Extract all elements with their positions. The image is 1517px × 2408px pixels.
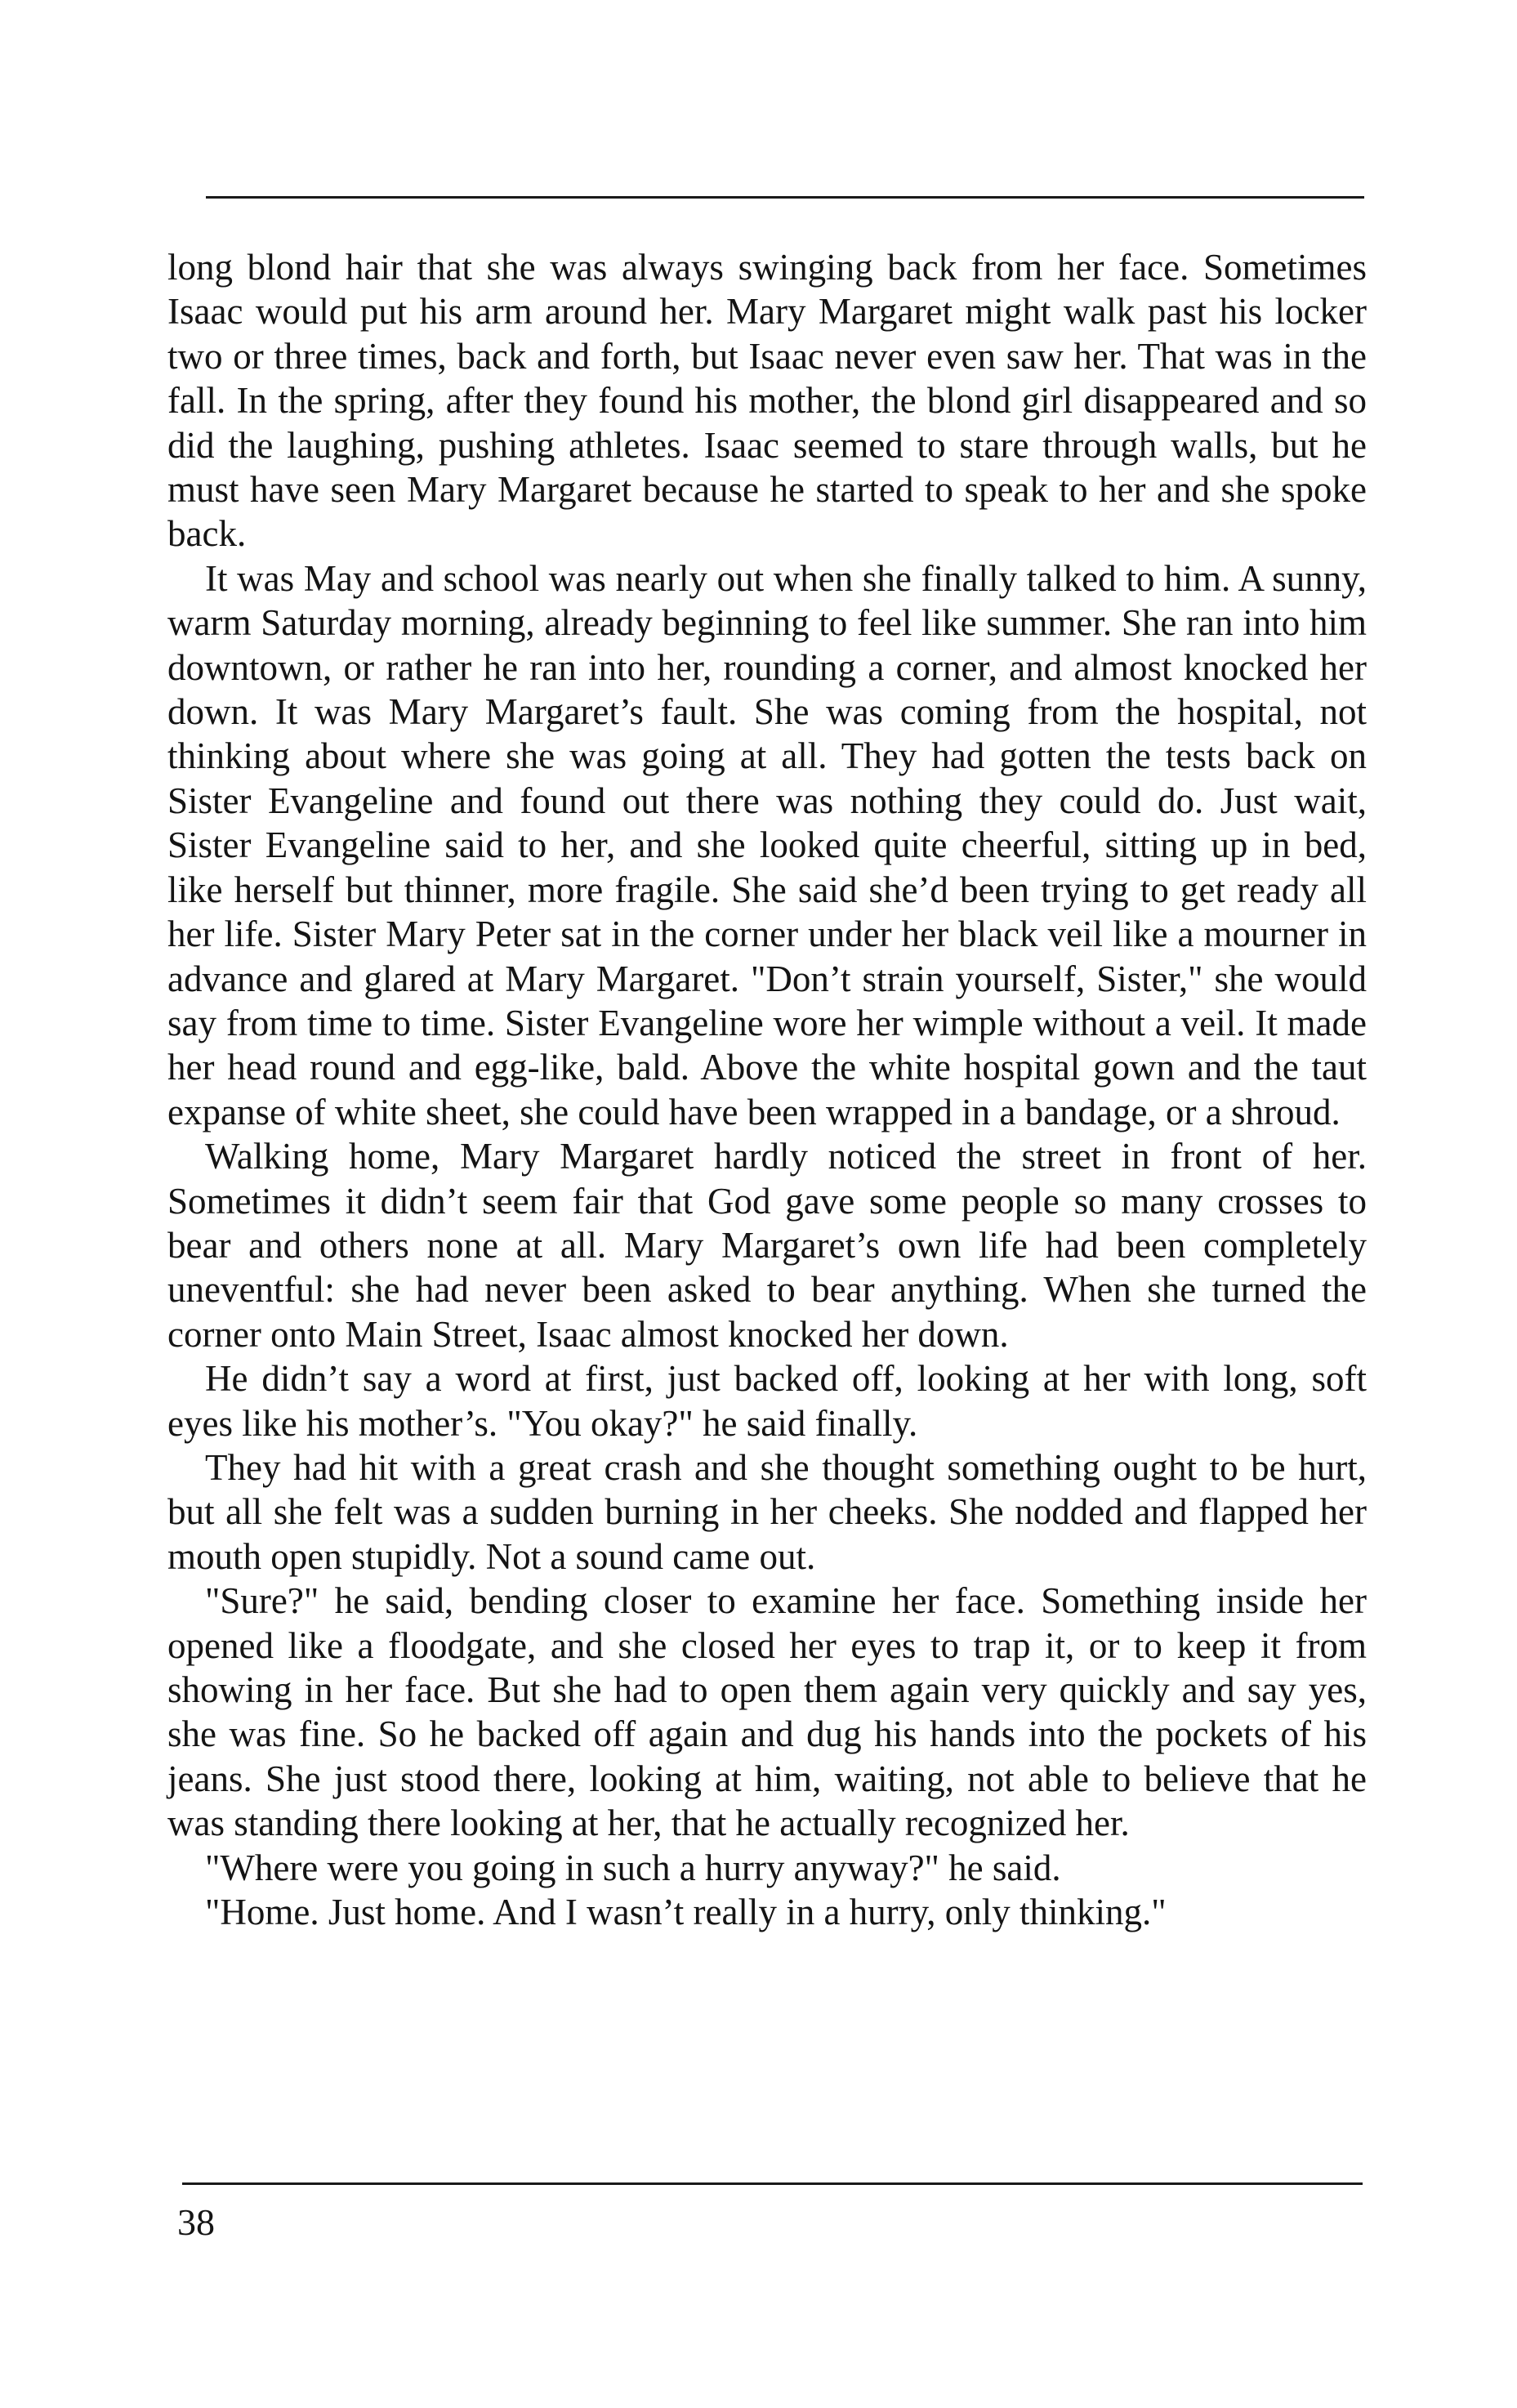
paragraph: Walking home, Mary Margaret hardly noticed the street in front of her. Sometimes it didn’t seem fair that God gave some people so many crosses to bear and others none at all. Mary Margaret’s own life had been completely uneventful: she had never been asked to bear anything. When she turned the corner onto Main Street, Isaac almost knocked her down. [167, 1136, 1367, 1355]
paragraph: "Home. Just home. And I wasn’t really in a hurry, only thinking." [205, 1892, 1167, 1933]
top-rule [206, 196, 1364, 199]
page-number: 38 [177, 2201, 215, 2243]
paragraph: "Where were you going in such a hurry anyway?" he said. [205, 1847, 1061, 1888]
body-text [167, 245, 1367, 1934]
paragraph: He didn’t say a word at first, just backed off, looking at her with long, soft eyes like his mother’s. "You okay?" he said finally. [167, 1358, 1367, 1444]
paragraph: They had hit with a great crash and she thought something ought to be hurt, but all she felt was a sudden burning in her cheeks. She nodded and flapped her mouth open stupidly. Not a sound came out. [167, 1446, 1367, 1577]
bottom-rule [182, 2182, 1363, 2185]
paragraph: "Sure?" he said, bending closer to examine her face. Something inside her opened like a floodgate, and she closed her eyes to trap it, or to keep it from showing in her face. But she had to open them again very quickly and say yes, she was fine. So he backed off again and dug his hands into the pockets of his jeans. She just stood there, looking at him, waiting, not able to believe that he was standing there looking at her, that he actually recognized her. [167, 1580, 1367, 1844]
paragraph-continued: long blond hair that she was always swinging back from her face. Sometimes Isaac would put his arm around her. Mary Margaret might walk past his locker two or three times, back and forth, but Isaac never even saw her. That was in the fall. In the spring, after they found his mother, the blond girl disappeared and so did the laughing, pushing athletes. Isaac seemed to stare through walls, but he must have seen Mary Margaret because he started to speak to her and she spoke back. [167, 247, 1367, 555]
paragraph: It was May and school was nearly out when she finally talked to him. A sunny, warm Saturday morning, already beginning to feel like summer. She ran into him downtown, or rather he ran into her, rounding a corner, and almost knocked her down. It was Mary Margaret’s fault. She was coming from the hospital, not thinking about where she was going at all. They had gotten the tests back on Sister Evangeline and found out there was nothing they could do. Just wait, Sister Evangeline said to her, and she looked quite cheerful, sitting up in bed, like herself but thinner, more fragile. She said she’d been trying to get ready all her life. Sister Mary Peter sat in the corner under her black veil like a mourner in advance and glared at Mary Margaret. "Don’t strain yourself, Sister," she would say from time to time. Sister Evangeline wore her wimple without a veil. It made her head round and egg-like, bald. Above the white hospital gown and the taut expanse of white sheet, she could have been wrapped in a bandage, or a shroud. [167, 557, 1367, 1133]
